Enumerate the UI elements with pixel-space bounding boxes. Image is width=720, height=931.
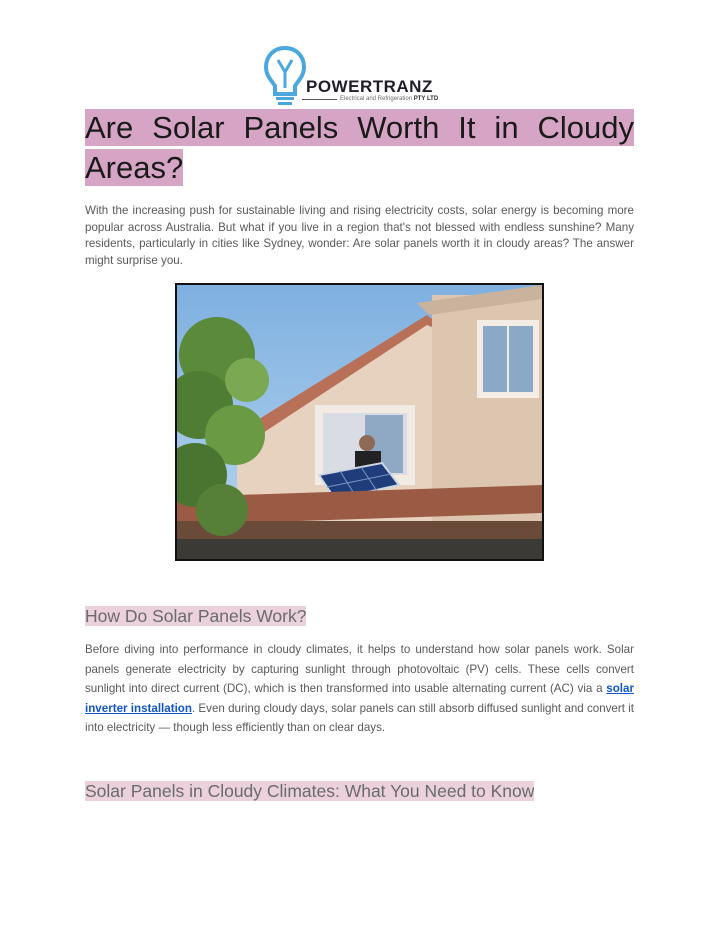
solar-installer-photo — [175, 283, 544, 561]
brand-tagline: Electrical and Refrigeration PTY LTD — [340, 96, 439, 102]
solar-inverter-installation-link[interactable]: solar inverter installation — [85, 682, 634, 715]
section-heading-how-solar-works: How Do Solar Panels Work? — [85, 606, 307, 626]
intro-paragraph: With the increasing push for sustainable living and rising electricity costs, solar energy is becoming more popular across Australia. But what if you live in a region that's not blessed with endless sunshine? Many residents, particularly in cities like Sydney, wonder: Are solar panels worth it in cloudy areas? The answer might surprise you. — [85, 204, 634, 267]
section-heading-cloudy-climates: Solar Panels in Cloudy Climates: What You Need to Know — [85, 781, 535, 801]
brand-logo — [262, 44, 462, 108]
brand-name: POWERTRANZ — [306, 77, 433, 96]
tagline-rule — [302, 99, 337, 100]
page-title: Are Solar Panels Worth It in Cloudy Areas? — [85, 110, 634, 185]
section-paragraph-how-solar-works: Before diving into performance in cloudy climates, it helps to understand how solar panels work. Solar panels generate electricity by capturing sunlight through photovoltaic (PV) cells. These cells convert sunlight into direct current (DC), which is then transformed into usable alternating current (AC) via a solar inverter installation. Even during cloudy days, solar panels can still absorb diffused sunlight and convert it into electricity — though less efficiently than on clear days. — [85, 643, 634, 734]
photo-illustration — [177, 285, 542, 559]
